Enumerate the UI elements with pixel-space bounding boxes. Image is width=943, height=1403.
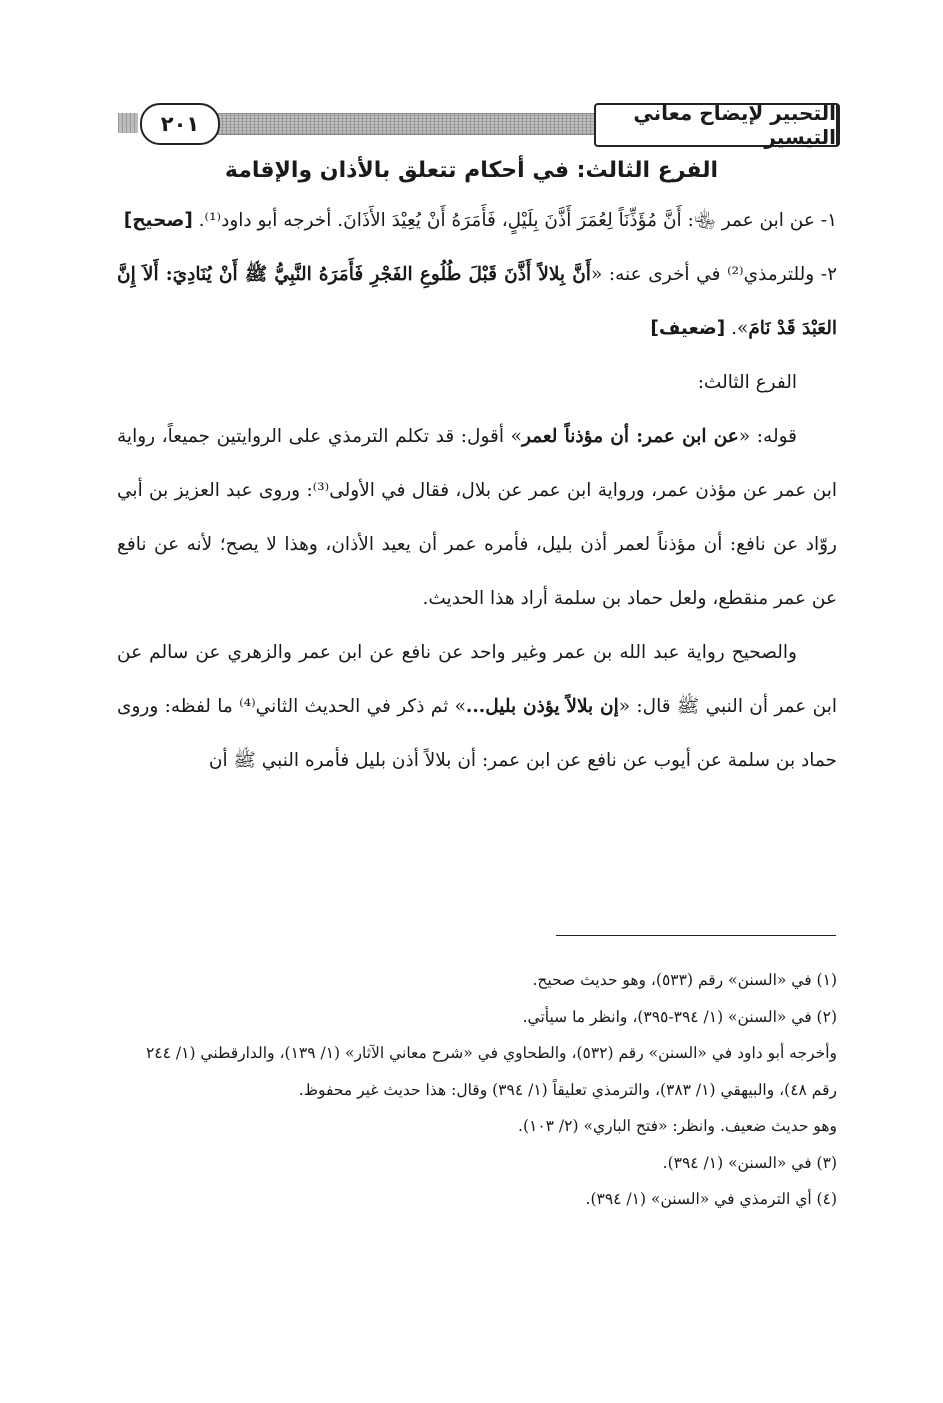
paragraph-hadith-2 [117, 248, 837, 356]
footnote-2-continued: وأخرجه أبو داود في «السنن» رقم (٥٣٢)، والطحاوي في «شرح معاني الآثار» (١/ ١٣٩)، والدارقطني (١/ ٢٤٤ رقم ٤٨)، والبيهقي (١/ ٣٨٣)، والترمذي تعليقاً (١/ ٣٩٤) وقال: هذا حديث غير محفوظ. [145, 1044, 837, 1099]
main-text [117, 194, 837, 788]
hadith-2-text: أَنَّ بِلالاً أَذَّنَ قَبْلَ طُلُوعِ الفَجْرِ فَأَمَرَهُ النَّبِيُّ ﷺ أَنْ يُنَادِيَ: أَلاَ إِنَّ العَبْدَ قَدْ نَامَ [117, 264, 837, 339]
commentary-2-start: والصحيح رواية عبد الله بن عمر وغير واحد عن نافع عن ابن عمر والزهري عن سالم عن ابن عمر أن النبي ﷺ قال: « [117, 642, 837, 717]
commentary-paragraph-2 [117, 626, 837, 788]
commentary-2-rest: » ثم ذكر في الحديث الثاني⁽⁴⁾ ما لفظه: وروى حماد بن سلمة عن أيوب عن نافع عن ابن عمر: أن بلالاً أذن بليل فأمره النبي ﷺ أن [117, 696, 837, 771]
header-ornament-band [198, 113, 602, 135]
footnotes [117, 962, 837, 1218]
footnote-1: (١) في «السنن» رقم (٥٣٣)، وهو حديث صحيح. [532, 971, 837, 989]
commentary-2-quote: إن بلالاً يؤذن بليل... [465, 696, 619, 717]
grade-daif: [ضعيف] [650, 318, 726, 339]
commentary-1-quote: عن ابن عمر: أن مؤذناً لعمر [521, 426, 739, 447]
header-ornament-left [118, 113, 138, 133]
footnote-3: (٣) في «السنن» (١/ ٣٩٤). [662, 1153, 837, 1172]
commentary-1-start: قوله: « [738, 426, 797, 447]
footnote-2: (٢) في «السنن» (١/ ٣٩٤-٣٩٥)، وانظر ما سيأتي. [522, 1007, 837, 1026]
page-number: ٢٠١ [140, 103, 220, 145]
commentary-paragraph-1 [117, 410, 837, 626]
page-header [118, 103, 840, 147]
hadith-1-text: ١- عن ابن عمر ﵄: أَنَّ مُؤَذِّنَاً لِعُمَرَ أَذَّنَ بِلَيْلٍ، فَأَمَرَهُ أَنْ يُعِيْدَ الأَذَانَ. أخرجه أبو داود⁽¹⁾. [198, 210, 837, 231]
section-heading: الفرع الثالث: في أحكام تتعلق بالأذان والإقامة [224, 158, 719, 183]
grade-sahih: [صحيح] [123, 210, 193, 231]
hadith-2-close: ». [731, 318, 749, 339]
commentary-1-rest: » أقول: قد تكلم الترمذي على الروايتين جميعاً، رواية ابن عمر عن مؤذن عمر، ورواية ابن عمر عن بلال، فقال في الأولى⁽³⁾: وروى عبد العزيز بن أبي روّاد عن نافع: أن مؤذناً لعمر أذن بليل، فأمره عمر أن يعيد الأذان، وهذا لا يصح؛ لأنه عن نافع عن عمر منقطع، ولعل حماد بن سلمة أراد هذا الحديث. [117, 426, 838, 609]
footnote-separator [556, 935, 836, 936]
book-title: التحبير لإيضاح معاني التيسير [594, 103, 840, 147]
commentary-subheading: الفرع الثالث: [697, 372, 797, 393]
footnote-4: (٤) أي الترمذي في «السنن» (١/ ٣٩٤). [585, 1190, 837, 1208]
footnote-2-note: وهو حديث ضعيف. وانظر: «فتح الباري» (٢/ ١٠٣). [518, 1117, 837, 1135]
hadith-2-intro: ٢- وللترمذي⁽²⁾ في أخرى عنه: « [590, 264, 837, 285]
paragraph-hadith-1 [117, 194, 837, 248]
